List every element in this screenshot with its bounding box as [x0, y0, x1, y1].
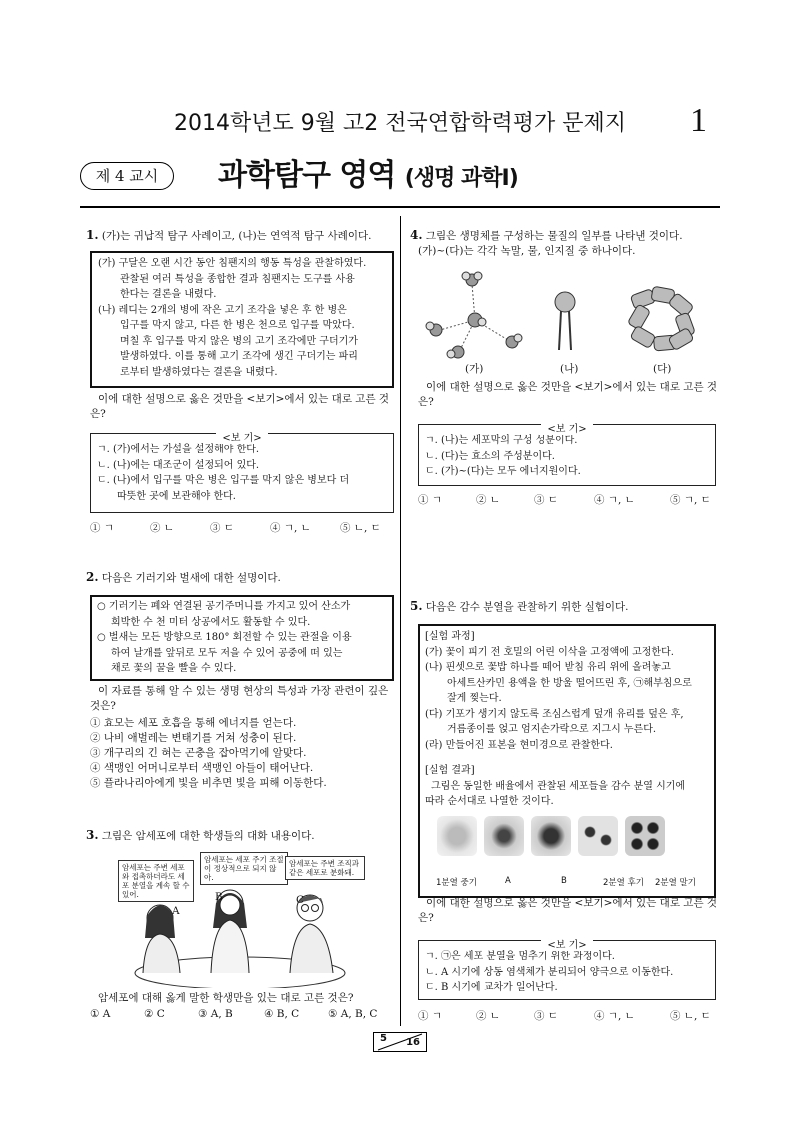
q5-question: 이에 대한 설명으로 옳은 것만을 <보기>에서 있는 대로 고른 것은?: [418, 897, 718, 924]
bubble-b: 암세포는 세포 주기 조절이 정상적으로 되지 않아.: [200, 852, 288, 885]
q5-bogi-item: ㄱ. ㉠은 세포 분열을 멈추기 위한 과정이다.: [425, 951, 615, 962]
q5-process-line: 아세트산카민 용액을 한 방울 떨어뜨린 후, ㉠해부침으로: [447, 677, 692, 689]
q2-options: [90, 716, 396, 791]
q1-bogi-item: ㄴ. (나)에는 대조군이 설정되어 있다.: [97, 459, 260, 471]
q4-stem-line1: 그림은 생명체를 구성하는 물질의 일부를 나타낸 것이다.: [425, 230, 683, 242]
q5-stem-text: 다음은 감수 분열을 관찰하기 위한 실험이다.: [425, 601, 629, 613]
q5-result-text: 그림은 동일한 배율에서 관찰된 세포들을 감수 분열 시기에: [431, 780, 686, 792]
q1-bogi-item: ㄱ. (가)에서는 가설을 설정해야 한다.: [97, 444, 260, 455]
exam-title: 2014학년도 9월 고2 전국연합학력평가 문제지: [174, 111, 626, 136]
q4-option[interactable]: ③ ㄷ: [534, 494, 558, 506]
cell-label: B: [561, 876, 567, 886]
q2-box-line: ○ 벌새는 모든 방향으로 180° 회전할 수 있는 관절을 이용: [97, 632, 352, 643]
label-a: A: [172, 905, 180, 917]
q5-result-text: 따라 순서대로 나열한 것이다.: [425, 796, 554, 807]
q3-number: 3.: [86, 828, 99, 842]
q5-cell-images: [425, 816, 709, 860]
q5-bogi-title: <보 기>: [541, 940, 592, 951]
q1-option[interactable]: ④ ㄱ, ㄴ: [270, 522, 311, 534]
q5-option[interactable]: ④ ㄱ, ㄴ: [594, 1010, 635, 1022]
q2-stem-text: 다음은 기러기와 벌새에 대한 설명이다.: [101, 572, 281, 584]
q5-bogi-item: ㄴ. A 시기에 상동 염색체가 분리되어 양극으로 이동한다.: [425, 966, 674, 978]
page-current: 5: [380, 1033, 387, 1044]
cell-image: [625, 816, 665, 856]
q1-case-box: [90, 251, 394, 388]
q1-number: 1.: [86, 228, 99, 242]
q3-options: [90, 1008, 400, 1020]
molecule-drawings: [420, 262, 710, 362]
q5-process-line: 거름종이를 얹고 엄지손가락으로 지그시 누른다.: [447, 724, 657, 735]
q4-bogi-item: ㄱ. (나)는 세포막의 구성 성분이다.: [425, 435, 578, 446]
q4-option[interactable]: ① ㄱ: [418, 494, 442, 506]
q2-info-box: [90, 595, 394, 681]
bubble-c: 암세포는 주변 조직과 같은 세포로 분화돼.: [285, 856, 365, 880]
q1-box-line: (나) 레디는 2개의 병에 작은 고기 조각을 넣은 후 한 병은: [98, 304, 347, 316]
label-b: B: [215, 891, 223, 903]
column-divider: [400, 216, 401, 1026]
q4-option[interactable]: ② ㄴ: [476, 494, 500, 506]
q4-molecule-figure: [420, 262, 710, 362]
cell-label: 2분열 말기: [655, 878, 696, 888]
q2-box-line: 하여 날개를 앞뒤로 모두 저을 수 있어 공중에 떠 있는: [111, 647, 343, 659]
cell-label: A: [505, 876, 511, 886]
cell-label: 2분열 후기: [603, 878, 644, 888]
cell-image: [578, 816, 618, 856]
subject-sub: (생명 과학Ⅰ): [404, 166, 518, 191]
q3-option[interactable]: ① A: [90, 1008, 111, 1020]
q3-option[interactable]: ④ B, C: [264, 1008, 300, 1020]
q2-stem: [86, 570, 392, 586]
q2-option[interactable]: ④ 색맹인 어머니로부터 색맹인 아들이 태어난다.: [90, 762, 314, 774]
q4-bogi-item: ㄴ. (다)는 효소의 주성분이다.: [425, 450, 555, 462]
q3-option[interactable]: ⑤ A, B, C: [328, 1008, 378, 1020]
q5-process-line: (다) 기포가 생기지 않도록 조심스럽게 덮개 유리를 덮은 후,: [425, 708, 684, 720]
cell-image: [531, 816, 571, 856]
q4-number: 4.: [410, 228, 423, 242]
q5-option[interactable]: ② ㄴ: [476, 1010, 500, 1022]
cell-image: [437, 816, 477, 856]
q1-box-line: 로부터 발생하였다는 결론을 내렸다.: [120, 366, 278, 378]
q2-box-line: 희박한 수 천 미터 상공에서도 활동할 수 있다.: [111, 616, 311, 628]
q4-label: (나): [560, 363, 579, 375]
q1-box-line: 발생하였다. 이를 통해 고기 조각에 생긴 구더기는 파리: [120, 351, 358, 362]
q5-number: 5.: [410, 599, 423, 613]
subject-main: 과학탐구 영역: [218, 158, 396, 193]
q5-result-title: [실험 결과]: [425, 765, 475, 776]
q4-stem: [410, 228, 720, 244]
q4-bogi-item: ㄷ. (가)~(다)는 모두 에너지원이다.: [425, 466, 581, 477]
q5-process-line: 잘게 찢는다.: [447, 693, 502, 704]
q5-bogi-box: [418, 940, 716, 1000]
q2-box-line: 채로 꽃의 꿀을 빨을 수 있다.: [111, 663, 237, 674]
q2-question: 이 자료를 통해 알 수 있는 생명 현상의 특성과 가장 관련이 깊은 것은?: [90, 685, 389, 712]
q3-option[interactable]: ③ A, B: [198, 1008, 233, 1020]
q4-question: 이에 대한 설명으로 옳은 것만을 <보기>에서 있는 대로 고른 것은?: [418, 381, 718, 408]
q5-process-line: (가) 꽃이 피기 전 호밀의 어린 이삭을 고정액에 고정한다.: [425, 646, 674, 658]
q5-option[interactable]: ③ ㄷ: [534, 1010, 558, 1022]
q1-bogi-box: [90, 433, 394, 513]
q5-process-title: [실험 과정]: [425, 631, 475, 642]
session-badge: 제 4 교시: [80, 162, 174, 190]
page-number: 1: [690, 102, 707, 139]
q1-stem-text: (가)는 귀납적 탐구 사례이고, (나)는 연역적 탐구 사례이다.: [101, 230, 372, 242]
q5-bogi-item: ㄷ. B 시기에 교차가 일어난다.: [425, 982, 558, 993]
q1-option[interactable]: ⑤ ㄴ, ㄷ: [340, 522, 381, 534]
q1-bogi-item: 따뜻한 곳에 보관해야 한다.: [117, 490, 236, 502]
q1-stem: [86, 228, 392, 244]
q2-option[interactable]: ③ 개구리의 긴 혀는 곤충을 잡아먹기에 알맞다.: [90, 747, 307, 759]
q4-option[interactable]: ④ ㄱ, ㄴ: [594, 494, 635, 506]
q3-stem-text: 그림은 암세포에 대한 학생들의 대화 내용이다.: [101, 830, 315, 842]
q1-question: 이에 대한 설명으로 옳은 것만을 <보기>에서 있는 대로 고른 것은?: [90, 393, 390, 420]
q1-option[interactable]: ② ㄴ: [150, 522, 174, 534]
q1-box-line: 입구를 막지 않고, 다른 한 병은 천으로 입구를 막았다.: [120, 320, 355, 331]
q2-option[interactable]: ⑤ 플라나리아에게 빛을 비추면 빛을 피해 이동한다.: [90, 777, 327, 789]
q3-stem: [86, 828, 392, 844]
header-rule: [80, 206, 720, 208]
q1-box-line: 며칠 후 입구를 막지 않은 병의 고기 조각에만 구더기가: [120, 335, 358, 347]
q1-option[interactable]: ① ㄱ: [90, 522, 114, 534]
q3-option[interactable]: ② C: [144, 1008, 165, 1020]
q2-option[interactable]: ① 효모는 세포 호흡을 통해 에너지를 얻는다.: [90, 717, 297, 729]
q1-bogi-item: ㄷ. (나)에서 입구를 막은 병은 입구를 막지 않은 병보다 더: [97, 475, 350, 486]
bubble-a: 암세포는 주변 세포와 접촉하더라도 세포 분열을 계속 할 수 있어.: [118, 860, 194, 902]
q4-option[interactable]: ⑤ ㄱ, ㄷ: [670, 494, 711, 506]
cell-image: [484, 816, 524, 856]
q5-option[interactable]: ⑤ ㄴ, ㄷ: [670, 1010, 711, 1022]
q2-box-line: ○ 기러기는 폐와 연결된 공기주머니를 가지고 있어 산소가: [97, 601, 351, 612]
q1-box-line: 관찰된 여러 특성을 종합한 결과 침팬지는 도구를 사용: [120, 273, 355, 285]
q4-label: (가): [465, 363, 484, 375]
q5-option[interactable]: ① ㄱ: [418, 1010, 442, 1022]
q4-bogi-box: [418, 424, 716, 486]
q1-box-line: 한다는 결론을 내렸다.: [120, 289, 217, 300]
q5-options: [418, 1008, 728, 1023]
q4-options: [418, 492, 728, 507]
q5-process-line: (나) 핀셋으로 꽃밥 하나를 떼어 받침 유리 위에 올려놓고: [425, 662, 671, 673]
q2-number: 2.: [86, 570, 99, 584]
q1-box-line: (가) 구달은 오랜 시간 동안 침팬지의 행동 특성을 관찰하였다.: [98, 258, 367, 269]
q4-stem-line2: (가)~(다)는 각각 녹말, 물, 인지질 중 하나이다.: [418, 245, 636, 257]
q4-label: (다): [653, 363, 672, 375]
q5-stem: [410, 599, 720, 615]
q5-experiment-box: [418, 624, 716, 898]
q3-question: 암세포에 대해 옳게 말한 학생만을 있는 대로 고른 것은?: [98, 992, 354, 1004]
q4-bogi-title: <보 기>: [541, 424, 592, 435]
cell-label: 1분열 중기: [436, 878, 477, 888]
q5-process-line: (라) 만들어진 표본을 현미경으로 관찰한다.: [425, 739, 613, 751]
q1-bogi-title: <보 기>: [216, 433, 267, 444]
q1-options: [90, 520, 400, 535]
subject-title: [218, 150, 518, 194]
label-c: C: [296, 894, 305, 906]
q1-option[interactable]: ③ ㄷ: [210, 522, 234, 534]
page-indicator: [373, 1032, 427, 1052]
page-total: 16: [406, 1037, 420, 1048]
q2-option[interactable]: ② 나비 애벌레는 변태기를 거쳐 성충이 된다.: [90, 732, 297, 744]
